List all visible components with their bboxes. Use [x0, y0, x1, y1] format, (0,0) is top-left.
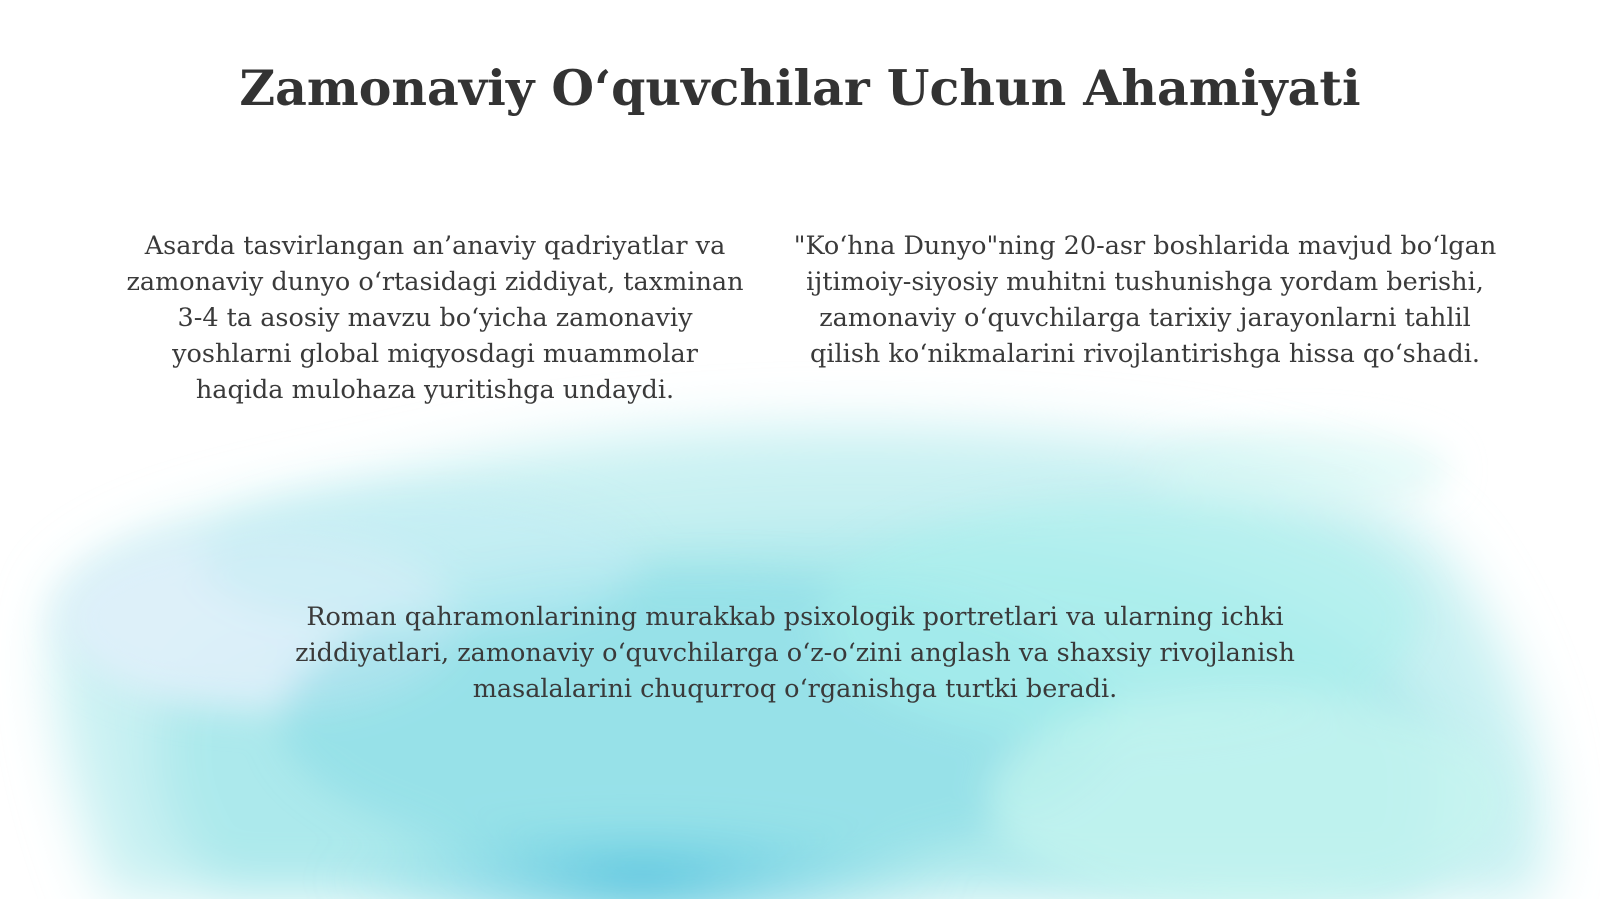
point-text-3: Roman qahramonlarining murakkab psixologik portretlari va ularning ichki ziddiyatlari, zamonaviy o‘quvchilarga o‘z-o‘zini anglash va shaxsiy rivojlanish masalalarini chuqurroq o‘rganishga turtki beradi. — [295, 602, 1295, 704]
point-text-2: "Ko‘hna Dunyo"ning 20-asr boshlarida mavjud bo‘lgan ijtimoiy-siyosiy muhitni tushunishga yordam berishi, zamonaviy o‘quvchilarga tarixiy jarayonlarni tahlil qilish ko‘nikmalarini rivojlantirishga hissa qo‘shadi. — [793, 231, 1497, 369]
point-text-1: Asarda tasvirlangan an’anaviy qadriyatlar va zamonaviy dunyo o‘rtasidagi ziddiyat, taxminan 3-4 ta asosiy mavzu bo‘yicha zamonaviy yoshlarni global miqyosdagi muammolar haqida mulohaza yuritishga undaydi. — [126, 231, 744, 405]
slide-title: Zamonaviy O‘quvchilar Uchun Ahamiyati — [239, 59, 1361, 117]
